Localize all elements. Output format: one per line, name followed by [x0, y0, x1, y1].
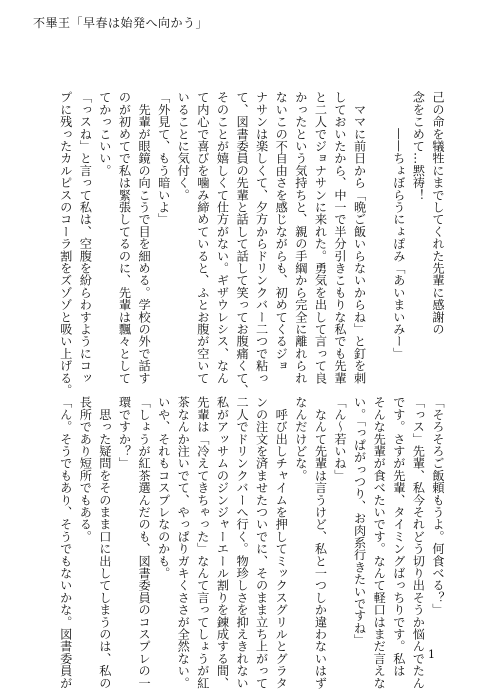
text-line: 二人でドリンクバーへ行く。物珍しさを抑えきれない — [235, 396, 250, 689]
text-line: かったという気持ちと、親の手綱から完全に離れられ — [293, 91, 308, 384]
text-line: 己の命を犠牲にまでしてくれた先輩に感謝の — [431, 91, 445, 335]
text-line: そんな先輩が食べたいです。なんて軽口はまだ言えな — [372, 396, 387, 689]
text-line: 先輩が眼鏡の向こうで目を細める。学校の外で話す — [137, 91, 152, 384]
text-line: なんて先輩は言うけど、私と一つしか違わないはず — [313, 396, 328, 689]
text-line: です。さすが先輩、タイミングばっちりです。私は — [391, 396, 406, 677]
text-line: 環ですか？」 — [117, 396, 132, 470]
text-line: 「っスね」と言って私は、空腹を紛らわすようにコッ — [78, 91, 93, 384]
text-line: 「外見て、もう暗いよ」 — [156, 91, 171, 226]
text-line: いることに気付く。 — [176, 91, 191, 201]
text-line: て、図書委員の先輩と話して話して笑ってお腹痛くて、 — [235, 91, 250, 396]
text-line: プに残ったカルピスのコーラ割をズゾゾと吸い上げる。 — [58, 91, 73, 396]
text-line: てかっこいい。 — [97, 91, 112, 177]
text-line: 思った疑問をそのまま口に出してしまうのは、私の — [97, 396, 112, 689]
text-line: 長所であり短所でもある。 — [78, 396, 93, 543]
page-number: 1 — [428, 648, 435, 661]
text-line: 「そろそろご飯頼もうよ。何食べる？」 — [431, 396, 445, 616]
text-line: ないこの不自由さを感じながらも、初めてくるジョ — [274, 91, 289, 372]
text-line: 先輩は「冷えてきちゃった」なんて言ってしょうが紅 — [195, 396, 210, 689]
lower-text-block — [55, 396, 447, 689]
text-line: ママに前日から「晩ご飯いらないからね」と釘を刺 — [352, 91, 367, 384]
text-line: ンの注文を済ませたついでに、そのまま立ち上がって — [254, 396, 269, 689]
text-line — [369, 91, 389, 377]
text-line: しておいたから、中一で半分引きこもりな私でも先輩 — [333, 91, 348, 384]
text-line: 「っス」先輩、私今それどう切り出そうか悩んでたん — [411, 396, 426, 689]
text-line: のが初めてで私は緊張してるのに、先輩は飄々として — [117, 91, 132, 384]
text-line: ——ちょぼらうにょぽみ「あいまいみー」 — [391, 91, 406, 360]
text-line: 茶なんか注いでて、やっぱりガキくささが全然ない。 — [176, 396, 191, 689]
text-line: 「ん〜若いね」 — [333, 396, 348, 482]
text-line: そのことが嬉しくて仕方がない。ギザウレシス、なん — [215, 91, 230, 384]
text-line: い。「っぱがっつり、お肉系行きたいですね」 — [352, 396, 367, 647]
upper-text-block — [55, 91, 447, 396]
text-line: なんだけどな。 — [293, 396, 308, 482]
text-line: と二人でジョナサンに来れた。勇気を出して言って良 — [313, 91, 328, 384]
text-line: て内心で喜びを噛み締めていると、ふとお腹が空いて — [195, 91, 210, 384]
text-line: 「しょうが紅茶選んだのも、図書委員のコスプレの一 — [137, 396, 152, 689]
text-line: 念をこめて…黙祷！ — [411, 91, 426, 201]
text-line: ナサンは楽しくて、夕方からドリンクバー二つで粘っ — [254, 91, 269, 384]
text-line: 呼び出しチャイムを押してミックスグリルとグラタ — [274, 396, 289, 689]
running-header: 不畢王「早春は始発へ向かう」 — [33, 16, 209, 30]
text-line: いや、それもコスプレなのかも。 — [156, 396, 171, 579]
text-line: 私がアッサムのジンジャーエール割りを錬成する間、 — [215, 396, 230, 689]
text-line: 「ん。そうでもあり、そうでもないかな。図書委員が — [58, 396, 73, 689]
